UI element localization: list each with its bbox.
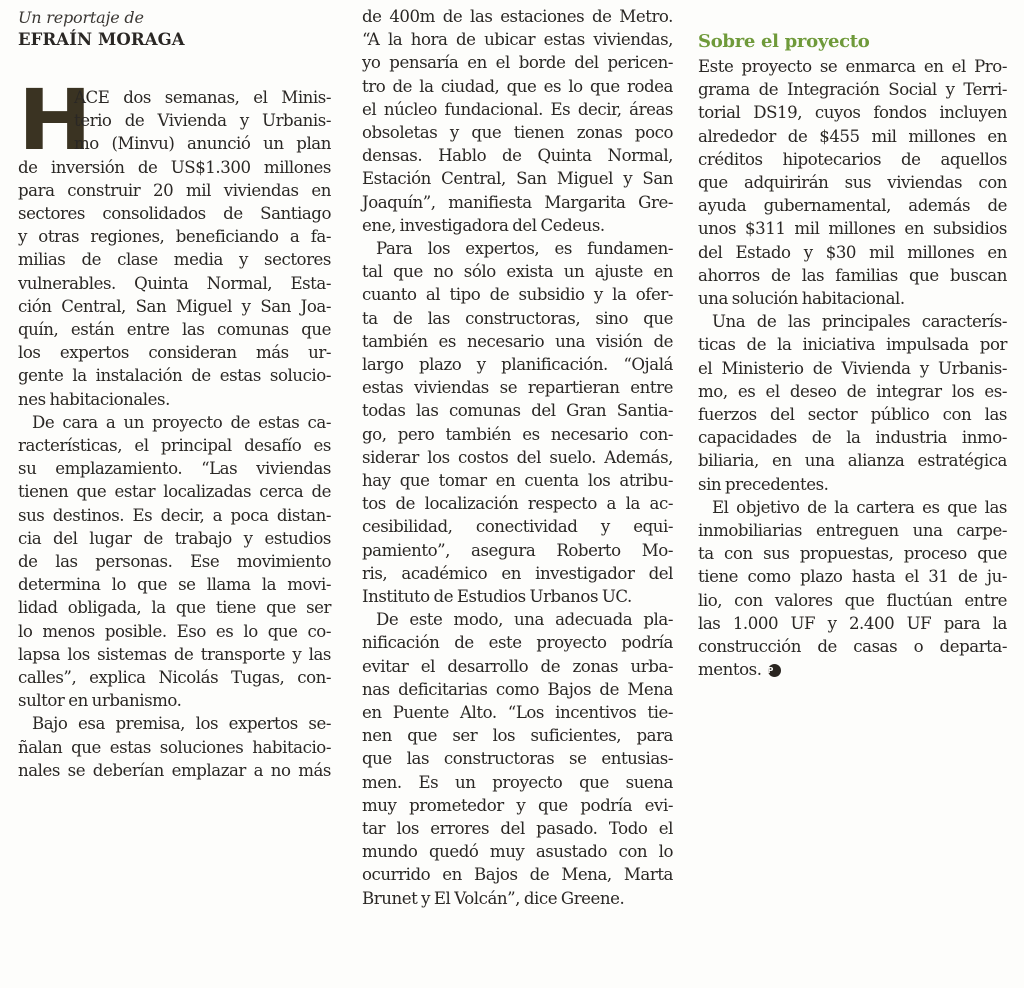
text-line: créditos hipotecarios de aquellos [698, 149, 1007, 169]
text-line: cuanto al tipo de subsidio y la ofer- [362, 285, 673, 305]
text-line: ta con sus propuestas, proceso que [698, 544, 1007, 564]
text-line: sultor en urbanismo. [18, 691, 182, 711]
text-line: ñalan que estas soluciones habitacio- [18, 737, 331, 757]
text-line: ris, académico en investigador del [362, 563, 673, 583]
text-line: ta de las constructoras, sino que [362, 308, 673, 328]
text-line: ción Central, San Miguel y San Joa- [18, 296, 331, 316]
text-line: De cara a un proyecto de estas ca- [32, 412, 331, 432]
text-line: Este proyecto se enmarca en el Pro- [698, 57, 1007, 76]
text-line: milias de clase media y sectores [18, 250, 331, 270]
text-line: tal que no sólo exista un ajuste en [362, 262, 673, 282]
text-line: evitar el desarrollo de zonas urba- [362, 656, 673, 676]
text-line: mo, es el deseo de integrar los es- [698, 381, 1007, 401]
text-line: gente la instalación de estas solucio- [18, 366, 331, 386]
text-line: sus destinos. Es decir, a poca distan- [18, 505, 331, 525]
text-line: tienen que estar localizadas cerca de [18, 482, 331, 502]
text-line: pamiento”, asegura Roberto Mo- [362, 540, 673, 560]
text-line: largo plazo y planificación. “Ojalá [362, 355, 673, 374]
text-line: tro de la ciudad, que es lo que rodea [362, 76, 673, 96]
text-line: también es necesario una visión de [362, 331, 673, 351]
text-line: cesibilidad, conectividad y equi- [362, 517, 673, 537]
text-line: inmobiliarias entreguen una carpe- [698, 521, 1007, 540]
kicker: Un reportaje de [18, 8, 144, 27]
text-line: los expertos consideran más ur- [18, 343, 331, 363]
text-line: su emplazamiento. “Las viviendas [18, 459, 331, 479]
text-line: lapsa los sistemas de transporte y las [18, 644, 331, 664]
text-line: tar los errores del pasado. Todo el [362, 819, 673, 838]
author-name: EFRAÍN MORAGA [18, 30, 185, 49]
text-line: Bajo esa premisa, los expertos se- [32, 714, 331, 734]
text-line: torial DS19, cuyos fondos incluyen [698, 103, 1007, 123]
text-line: en Puente Alto. “Los incentivos tie- [362, 703, 673, 722]
text-line: densas. Hablo de Quinta Normal, [362, 146, 673, 166]
text-line: una solución habitacional. [698, 289, 905, 308]
text-line: nen que ser los suficientes, para [362, 726, 673, 746]
text-line: mundo quedó muy asustado con lo [362, 842, 673, 862]
text-line: vulnerables. Quinta Normal, Esta- [18, 273, 331, 293]
text-line: ticas de la iniciativa impulsada por [698, 335, 1007, 355]
text-line: Una de las principales caracterís- [712, 312, 1007, 332]
sidebar-title: Sobre el proyecto [698, 31, 870, 52]
drop-cap: H [18, 71, 92, 169]
text-line: Estación Central, San Miguel y San [362, 169, 673, 189]
text-line: ayuda gubernamental, además de [698, 196, 1007, 216]
text-line: Joaquín”, manifiesta Margarita Gre- [362, 192, 673, 212]
text-line: terio de Vivienda y Urbanis- [74, 111, 331, 131]
text-line: Instituto de Estudios Urbanos UC. [362, 587, 632, 606]
text-line: racterísticas, el principal desafío es [18, 436, 331, 455]
text-line: el Ministerio de Vivienda y Urbanis- [698, 358, 1007, 378]
text-line: Brunet y El Volcán”, dice Greene. [362, 888, 625, 908]
text-line: nales se deberían emplazar a no más [18, 760, 331, 780]
text-line: calles”, explica Nicolás Tugas, con- [18, 668, 331, 687]
text-line: sectores consolidados de Santiago [18, 204, 331, 223]
text-line: alrededor de $455 mil millones en [698, 126, 1007, 146]
text-line: siderar los costos del suelo. Además, [362, 447, 673, 467]
text-line: construcción de casas o departa- [698, 637, 1007, 656]
end-of-article-icon: P [768, 664, 781, 677]
text-line: y otras regiones, beneficiando a fa- [18, 227, 331, 247]
text-line: yo pensaría en el borde del pericen- [362, 53, 673, 73]
text-line: determina lo que se llama la movi- [18, 575, 331, 595]
text-line: fuerzos del sector público con las [698, 405, 1007, 424]
text-line: go, pero también es necesario con- [362, 424, 673, 444]
text-line: mo (Minvu) anunció un plan [74, 134, 331, 154]
text-line: obsoletas y que tienen zonas poco [362, 123, 673, 142]
text-line: De este modo, una adecuada pla- [376, 610, 673, 630]
text-line: las 1.000 UF y 2.400 UF para la [698, 613, 1007, 633]
text-line: de 400m de las estaciones de Metro. [362, 7, 673, 26]
text-line: que adquirirán sus viviendas con [698, 173, 1007, 192]
text-line: sin precedentes. [698, 474, 829, 494]
text-line: cia del lugar de trabajo y estudios [18, 528, 331, 548]
text-line: nes habitacionales. [18, 389, 170, 409]
text-line: tiene como plazo hasta el 31 de ju- [698, 567, 1007, 587]
text-line: el núcleo fundacional. Es decir, áreas [362, 99, 673, 119]
text-line: quín, están entre las comunas que [18, 320, 331, 339]
text-line: ACE dos semanas, el Minis- [74, 88, 331, 107]
text-line: muy prometedor y que podría evi- [362, 795, 673, 815]
text-line: grama de Integración Social y Terri- [698, 80, 1007, 100]
text-line: Para los expertos, es fundamen- [376, 239, 673, 258]
text-line: para construir 20 mil viviendas en [18, 180, 331, 200]
text-line: lidad obligada, la que tiene que ser [18, 598, 331, 618]
text-line: “A la hora de ubicar estas viviendas, [362, 30, 673, 50]
text-line: que las constructoras se entusias- [362, 749, 673, 769]
text-line: tos de localización respecto a la ac- [362, 494, 673, 514]
text-line: lo menos posible. Eso es lo que co- [18, 621, 331, 641]
text-line: de las personas. Ese movimiento [18, 552, 331, 571]
text-line: todas las comunas del Gran Santia- [362, 401, 673, 421]
text-line: de inversión de US$1.300 millones [18, 157, 331, 177]
text-line: biliaria, en una alianza estratégica [698, 451, 1007, 471]
text-line: ocurrido en Bajos de Mena, Marta [362, 865, 673, 885]
text-line: nificación de este proyecto podría [362, 633, 673, 653]
text-line: lio, con valores que fluctúan entre [698, 590, 1007, 610]
text-line: hay que tomar en cuenta los atribu- [362, 471, 673, 490]
text-line: ene, investigadora del Cedeus. [362, 215, 605, 235]
text-line: nas deficitarias como Bajos de Mena [362, 679, 673, 699]
text-line: del Estado y $30 mil millones en [698, 242, 1007, 262]
text-line: estas viviendas se repartieran entre [362, 378, 673, 398]
text-line: men. Es un proyecto que suena [362, 772, 673, 792]
text-line: El objetivo de la cartera es que las [712, 497, 1007, 517]
text-line: ahorros de las familias que buscan [698, 265, 1007, 285]
text-line: capacidades de la industria inmo- [698, 428, 1007, 448]
text-line: unos $311 mil millones en subsidios [698, 219, 1007, 239]
text-line: mentos. P [698, 658, 1007, 681]
